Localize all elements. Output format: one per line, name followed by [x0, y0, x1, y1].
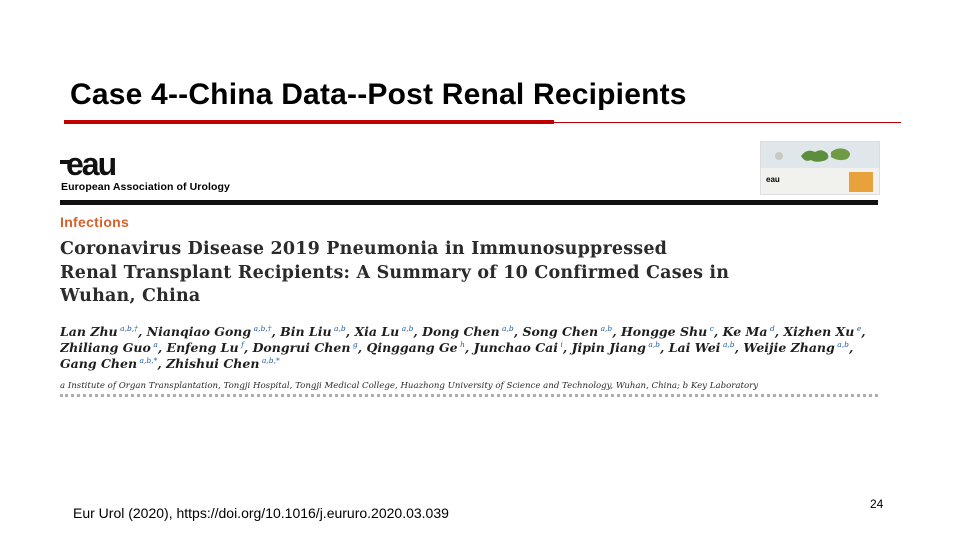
- author-name: Xizhen Xu: [783, 324, 855, 339]
- author-name: Xia Lu: [354, 324, 400, 339]
- slide-title: Case 4--China Data--Post Renal Recipients: [70, 78, 687, 111]
- author-entry: Ke Ma $^d$,: [722, 323, 784, 339]
- paper-excerpt-image: [60, 138, 880, 398]
- header-bar: [60, 200, 878, 205]
- author-entry: Xizhen Xu $^e$,: [783, 323, 866, 339]
- author-entry: Song Chen $^{a,b}$,: [522, 323, 621, 339]
- affiliation-line: a Institute of Organ Transplantation, Tongji Hospital, Tongji Medical College, Huazhong University of Science and Technology, Wuhan, China; b Key Laboratory: [60, 381, 759, 391]
- author-entry: Zhiliang Guo $^a$,: [60, 339, 167, 355]
- author-affiliation-marker: a,b,*: [261, 355, 280, 365]
- author-entry: Dongrui Chen $^g$,: [252, 339, 367, 355]
- eau-logo: [60, 148, 320, 196]
- page-number: 24: [870, 497, 884, 511]
- author-name: Bin Liu: [280, 324, 332, 339]
- author-affiliation-marker: a,b: [722, 339, 735, 349]
- author-name: Dong Chen: [422, 324, 500, 339]
- author-entry: Dong Chen $^{a,b}$,: [422, 323, 523, 339]
- author-name: Lan Zhu: [60, 324, 118, 339]
- publisher-name: European Association of Urology: [61, 181, 230, 193]
- author-affiliation-marker: a,b: [502, 323, 514, 333]
- author-affiliation-marker: a,b: [648, 339, 660, 349]
- citation: Eur Urol (2020), https://doi.org/10.1016/j.eururo.2020.03.039: [73, 505, 449, 521]
- paper-title-line: Wuhan, China: [60, 286, 201, 306]
- author-entry: Lai Wei $^{a,b}$,: [668, 339, 744, 355]
- author-name: Lai Wei: [668, 340, 721, 355]
- author-entry: Enfeng Lu $^f$,: [166, 339, 253, 355]
- author-name: Ke Ma: [722, 324, 768, 339]
- author-affiliation-marker: a,b,*: [139, 355, 158, 365]
- author-affiliation-marker: d: [769, 323, 775, 333]
- paper-title-line: Renal Transplant Recipients: A Summary of 10 Confirmed Cases in: [60, 262, 730, 283]
- author-entry: Weijie Zhang $^{a,b}$,: [743, 339, 854, 355]
- author-name: Song Chen: [522, 324, 599, 339]
- author-list: [60, 324, 880, 372]
- author-affiliation-marker: c: [709, 323, 714, 333]
- author-entry: Jipin Jiang $^{a,b}$,: [571, 339, 669, 355]
- author-entry: Xia Lu $^{a,b}$,: [354, 323, 423, 339]
- cover-map-image: [761, 142, 879, 168]
- author-name: Dongrui Chen: [252, 340, 351, 355]
- author-name: Hongge Shu: [620, 324, 708, 339]
- section-label: Infections: [60, 214, 130, 230]
- paper-title-line: Coronavirus Disease 2019 Pneumonia in Immunosuppressed: [60, 239, 668, 259]
- affiliation-line-cropped: [60, 394, 880, 398]
- eau-logo-icon: [60, 148, 156, 180]
- author-entry: Junchao Cai $^i$,: [473, 339, 572, 355]
- author-name: Qinggang Ge: [366, 340, 458, 355]
- author-affiliation-marker: a,b: [600, 323, 613, 333]
- author-entry: Gang Chen $^{a,b,*}$,: [60, 355, 167, 371]
- author-affiliation-marker: a,b: [401, 323, 414, 333]
- author-affiliation-marker: i: [560, 339, 563, 349]
- author-affiliation-marker: a,b: [334, 323, 346, 333]
- author-affiliation-marker: e: [856, 323, 862, 333]
- author-affiliation-marker: a,b: [837, 339, 849, 349]
- author-entry: Qinggang Ge $^h$,: [366, 339, 474, 355]
- author-name: Nianqiao Gong: [146, 324, 252, 339]
- author-name: Zhishui Chen: [166, 356, 260, 371]
- journal-cover-thumbnail: [760, 141, 880, 195]
- author-name: Weijie Zhang: [743, 340, 835, 355]
- author-name: Zhiliang Guo: [60, 340, 151, 355]
- author-entry: [166, 356, 280, 371]
- author-affiliation-marker: g: [352, 339, 358, 349]
- author-affiliation-marker: a,b,†: [120, 323, 138, 333]
- author-affiliation-marker: a,b,†: [253, 323, 272, 333]
- logo-wordmark: eau: [66, 148, 116, 180]
- author-name: Junchao Cai: [473, 340, 559, 355]
- author-name: Gang Chen: [60, 356, 138, 371]
- author-name: Enfeng Lu: [166, 340, 239, 355]
- author-name: Jipin Jiang: [571, 340, 646, 355]
- author-entry: Bin Liu $^{a,b}$,: [280, 323, 355, 339]
- cover-logo: eau: [766, 175, 780, 184]
- paper-title: [60, 238, 880, 309]
- author-entry: Lan Zhu $^{a,b,\dagger}$,: [60, 323, 147, 339]
- author-entry: Nianqiao Gong $^{a,b,\dagger}$,: [146, 323, 281, 339]
- cover-badge: [849, 172, 873, 192]
- title-underline-red: [64, 120, 554, 124]
- author-affiliation-marker: h: [460, 339, 465, 349]
- author-entry: Hongge Shu $^c$,: [620, 323, 723, 339]
- author-affiliation-marker: f: [241, 339, 244, 349]
- author-affiliation-marker: a: [153, 339, 158, 349]
